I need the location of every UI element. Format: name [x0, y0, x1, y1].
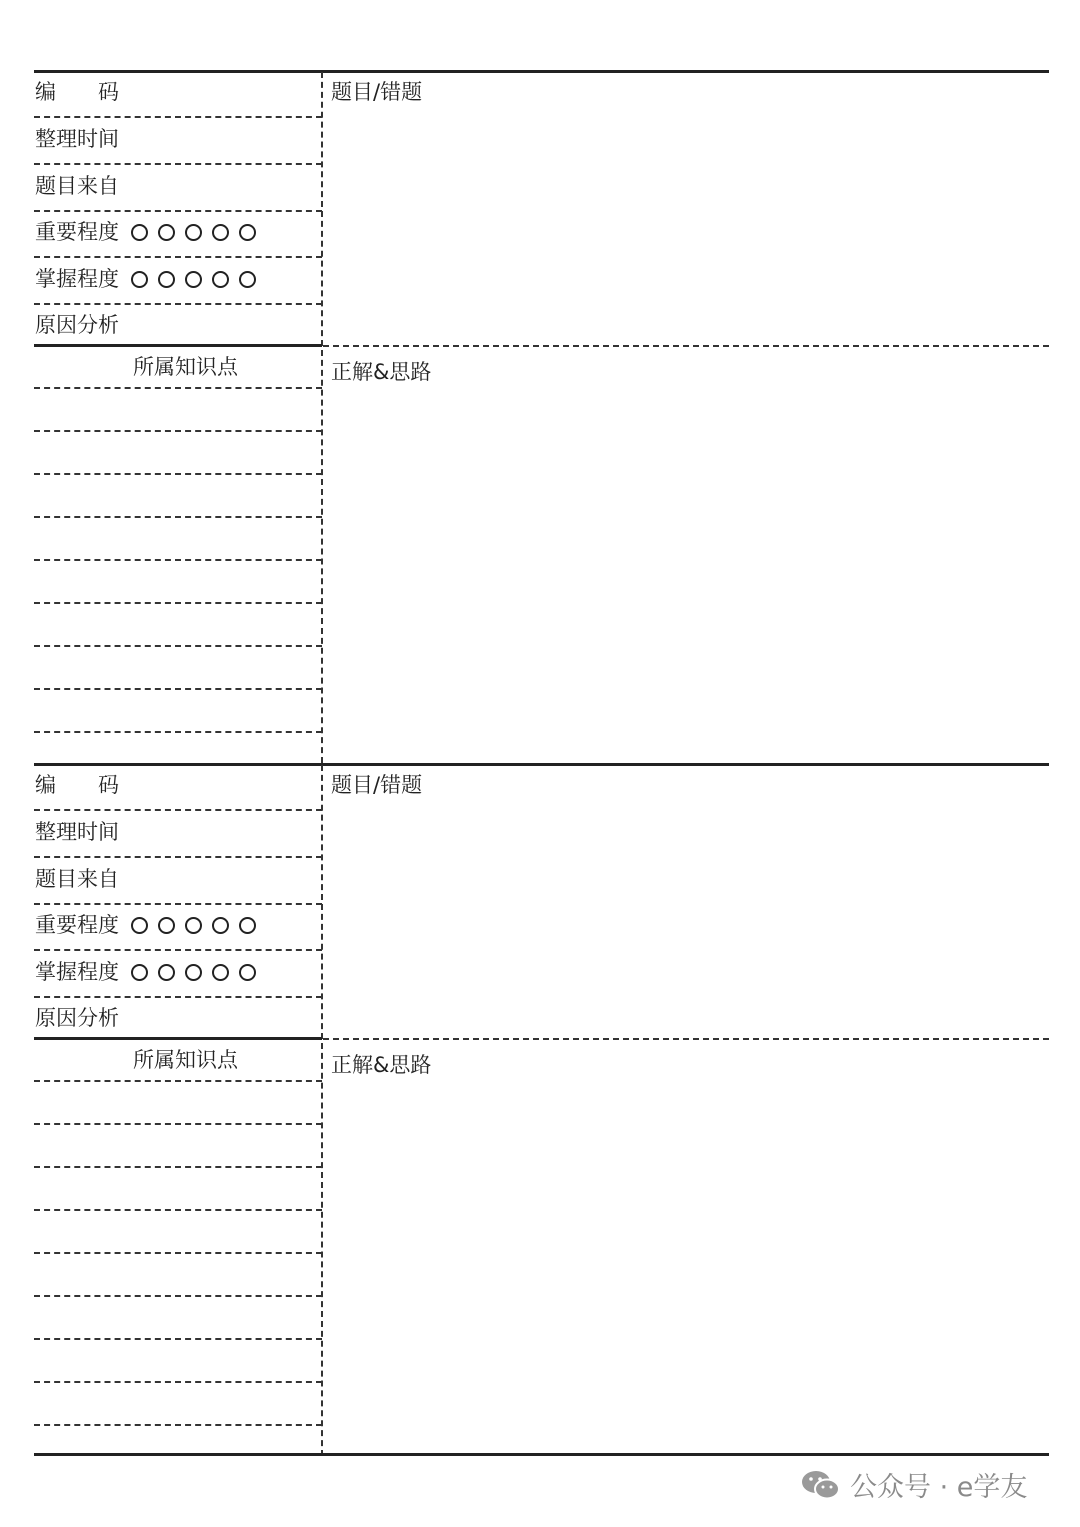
card-2-knowledge-line: [34, 1295, 322, 1297]
card-2-label-importance: 重要程度: [35, 913, 119, 937]
card-1-label-source: 题目来自: [35, 174, 119, 198]
card-1-knowledge-line: [34, 516, 322, 518]
card-1-field-separator: [34, 303, 322, 305]
card-2-label-organize_time: 整理时间: [35, 820, 119, 844]
card-2-knowledge-top-border: [34, 1037, 322, 1040]
rating-circle[interactable]: [131, 917, 148, 934]
card-2-importance-rating: [131, 917, 256, 934]
rating-circle[interactable]: [158, 917, 175, 934]
card-1-answer-separator: [323, 345, 1049, 347]
card-1-knowledge-line: [34, 430, 322, 432]
card-1-column-divider: [321, 72, 323, 763]
rating-circle[interactable]: [239, 271, 256, 288]
footer-watermark: [800, 1465, 1027, 1504]
card-2-knowledge-line: [34, 1381, 322, 1383]
card-1-knowledge-line: [34, 731, 322, 733]
rating-circle[interactable]: [131, 224, 148, 241]
card-1-label-reason: 原因分析: [35, 313, 119, 337]
card-1-knowledge-line: [34, 602, 322, 604]
rating-circle[interactable]: [158, 224, 175, 241]
card-2-knowledge-points-title: 所属知识点: [133, 1048, 238, 1072]
rating-circle[interactable]: [212, 917, 229, 934]
card-1-knowledge-line: [34, 473, 322, 475]
card-2-mastery-rating: [131, 964, 256, 981]
card-2-knowledge-line: [34, 1166, 322, 1168]
card-1-field-separator: [34, 256, 322, 258]
rating-circle[interactable]: [158, 964, 175, 981]
card-2-column-divider: [321, 765, 323, 1456]
card-1-label-code: 编 码: [35, 80, 119, 104]
rating-circle[interactable]: [239, 917, 256, 934]
card-2-knowledge-line: [34, 1424, 322, 1426]
card-1-knowledge-line: [34, 559, 322, 561]
card-1-solution-label: 正解&思路: [331, 360, 432, 384]
card-1-question-label: 题目/错题: [331, 80, 423, 104]
rating-circle[interactable]: [212, 224, 229, 241]
footer-text: 公众号 · e学友: [850, 1472, 1028, 1503]
rating-circle[interactable]: [185, 224, 202, 241]
card-2-field-separator: [34, 996, 322, 998]
card-2-knowledge-line: [34, 1080, 322, 1082]
card-2-knowledge-line: [34, 1123, 322, 1125]
card-1-knowledge-points-title: 所属知识点: [133, 355, 238, 379]
card-1-mastery-rating: [131, 271, 256, 288]
rating-circle[interactable]: [212, 271, 229, 288]
card-2-field-separator: [34, 809, 322, 811]
card-1-importance-rating: [131, 224, 256, 241]
card-1-label-importance: 重要程度: [35, 220, 119, 244]
card-2-label-code: 编 码: [35, 773, 119, 797]
card-2-label-source: 题目来自: [35, 867, 119, 891]
rating-circle[interactable]: [185, 964, 202, 981]
card-2-solution-label: 正解&思路: [331, 1053, 432, 1077]
card-2-top-border: [34, 763, 1049, 766]
card-2-question-label: 题目/错题: [331, 773, 423, 797]
card-1-knowledge-line: [34, 387, 322, 389]
rating-circle[interactable]: [131, 271, 148, 288]
card-2-label-reason: 原因分析: [35, 1006, 119, 1030]
card-1-field-separator: [34, 210, 322, 212]
card-1-label-mastery: 掌握程度: [35, 267, 119, 291]
rating-circle[interactable]: [212, 964, 229, 981]
card-2-answer-separator: [323, 1038, 1049, 1040]
card-1-knowledge-top-border: [34, 344, 322, 347]
card-1-field-separator: [34, 163, 322, 165]
rating-circle[interactable]: [131, 964, 148, 981]
card-1-top-border: [34, 70, 1049, 73]
card-2-field-separator: [34, 949, 322, 951]
card-2-knowledge-line: [34, 1209, 322, 1211]
sheet-bottom-border: [34, 1453, 1049, 1456]
rating-circle[interactable]: [239, 224, 256, 241]
rating-circle[interactable]: [185, 917, 202, 934]
wechat-icon: [800, 1468, 842, 1502]
card-1-label-organize_time: 整理时间: [35, 127, 119, 151]
card-2-field-separator: [34, 856, 322, 858]
card-2-knowledge-line: [34, 1338, 322, 1340]
rating-circle[interactable]: [185, 271, 202, 288]
card-1-field-separator: [34, 116, 322, 118]
card-1-knowledge-line: [34, 645, 322, 647]
card-2-knowledge-line: [34, 1252, 322, 1254]
rating-circle[interactable]: [239, 964, 256, 981]
card-2-label-mastery: 掌握程度: [35, 960, 119, 984]
rating-circle[interactable]: [158, 271, 175, 288]
card-1-knowledge-line: [34, 688, 322, 690]
card-2-field-separator: [34, 903, 322, 905]
